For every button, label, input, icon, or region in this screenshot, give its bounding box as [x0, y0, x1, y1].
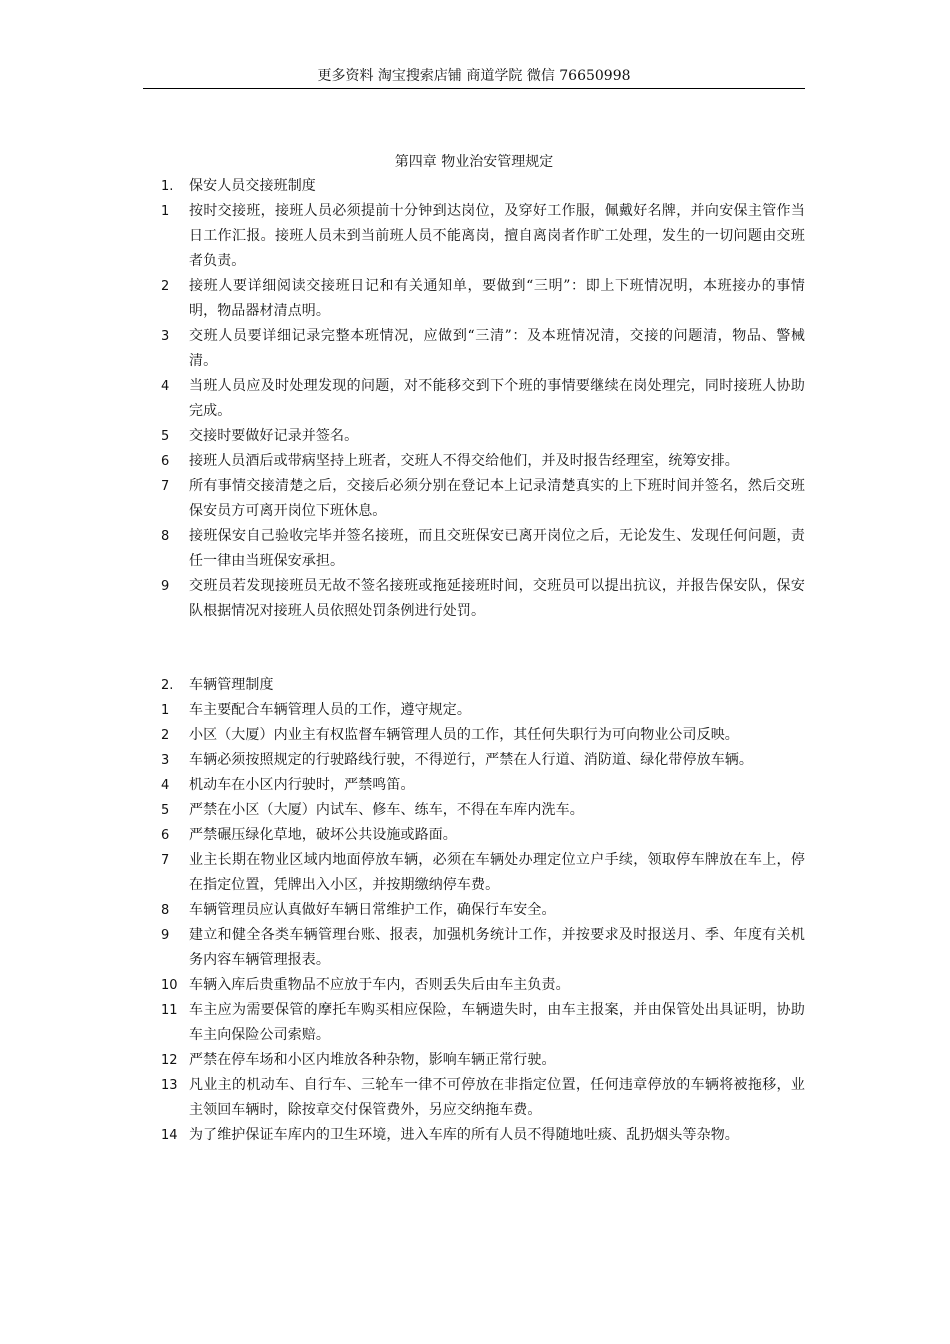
list-item — [143, 449, 805, 474]
list-item — [143, 823, 805, 848]
item-text: 接班保安自己验收完毕并签名接班，而且交班保安已离开岗位之后，无论发生、发现任何问题，责任一律由当班保安承担。 — [189, 528, 805, 569]
item-text: 交班人员要详细记录完整本班情况，应做到“三清”：及本班情况清，交接的问题清，物品、警械清。 — [189, 328, 805, 369]
list-item — [143, 424, 805, 449]
section-shift-handover — [143, 174, 805, 624]
list-item — [143, 324, 805, 374]
item-number: 9 — [161, 928, 170, 943]
list-item — [143, 274, 805, 324]
item-text: 所有事情交接清楚之后，交接后必须分别在登记本上记录清楚真实的上下班时间并签名，然后交班保安员方可离开岗位下班休息。 — [189, 478, 805, 519]
list-item — [143, 698, 805, 723]
list-item — [143, 723, 805, 748]
item-text: 小区（大厦）内业主有权监督车辆管理人员的工作，其任何失职行为可向物业公司反映。 — [189, 727, 739, 743]
item-number: 8 — [161, 903, 170, 918]
item-text: 机动车在小区内行驶时，严禁鸣笛。 — [189, 777, 415, 793]
item-number: 3 — [161, 329, 170, 344]
list-item — [143, 748, 805, 773]
item-number: 8 — [161, 529, 170, 544]
section-heading — [143, 673, 805, 698]
item-number: 1 — [161, 204, 170, 219]
item-number: 3 — [161, 753, 170, 768]
item-text: 车辆入库后贵重物品不应放于车内，否则丢失后由车主负责。 — [189, 977, 570, 993]
item-number: 9 — [161, 579, 170, 594]
list-item — [143, 798, 805, 823]
section-heading-text: 车辆管理制度 — [189, 677, 274, 693]
item-text: 为了维护保证车库内的卫生环境，进入车库的所有人员不得随地吐痰、乱扔烟头等杂物。 — [189, 1127, 739, 1143]
item-text: 业主长期在物业区域内地面停放车辆，必须在车辆处办理定位立户手续，领取停车牌放在车上，停在指定位置，凭牌出入小区，并按期缴纳停车费。 — [189, 852, 805, 893]
page-header: 更多资料 淘宝搜索店铺 商道学院 微信 76650998 — [317, 68, 631, 84]
item-text: 车辆必须按照规定的行驶路线行驶，不得逆行，严禁在人行道、消防道、绿化带停放车辆。 — [189, 752, 753, 768]
section-vehicle-management — [143, 673, 805, 1148]
list-item — [143, 1073, 805, 1123]
item-number: 12 — [161, 1053, 178, 1068]
item-number: 4 — [161, 379, 170, 394]
list-item — [143, 923, 805, 973]
item-text: 严禁碾压绿化草地，破坏公共设施或路面。 — [189, 827, 457, 843]
section-heading — [143, 174, 805, 199]
item-number: 10 — [161, 978, 178, 993]
item-text: 接班人员酒后或带病坚持上班者，交班人不得交给他们，并及时报告经理室，统筹安排。 — [189, 453, 739, 469]
list-item — [143, 524, 805, 574]
section-heading-text: 保安人员交接班制度 — [189, 178, 316, 194]
item-number: 1 — [161, 703, 170, 718]
list-item — [143, 973, 805, 998]
item-number: 5 — [161, 803, 170, 818]
item-text: 交班员若发现接班员无故不签名接班或拖延接班时间，交班员可以提出抗议，并报告保安队，保安队根据情况对接班人员依照处罚条例进行处罚。 — [189, 578, 805, 619]
item-number: 11 — [161, 1003, 178, 1018]
item-text: 当班人员应及时处理发现的问题，对不能移交到下个班的事情要继续在岗处理完，同时接班人协助完成。 — [189, 378, 805, 419]
item-text: 建立和健全各类车辆管理台账、报表，加强机务统计工作，并按要求及时报送月、季、年度有关机务内容车辆管理报表。 — [189, 927, 805, 968]
item-number: 13 — [161, 1078, 178, 1093]
list-item — [143, 898, 805, 923]
list-item — [143, 998, 805, 1048]
item-text: 严禁在停车场和小区内堆放各种杂物，影响车辆正常行驶。 — [189, 1052, 556, 1068]
item-number: 4 — [161, 778, 170, 793]
item-number: 2 — [161, 728, 170, 743]
item-text: 车辆管理员应认真做好车辆日常维护工作，确保行车安全。 — [189, 902, 556, 918]
header-rule — [143, 88, 805, 89]
item-text: 车主应为需要保管的摩托车购买相应保险，车辆遗失时，由车主报案，并由保管处出具证明，协助车主向保险公司索赔。 — [189, 1002, 805, 1043]
item-number: 7 — [161, 853, 170, 868]
item-number: 2 — [161, 279, 170, 294]
list-item — [143, 1048, 805, 1073]
item-number: 7 — [161, 479, 170, 494]
list-item — [143, 574, 805, 624]
list-item — [143, 773, 805, 798]
item-text: 接班人要详细阅读交接班日记和有关通知单，要做到“三明”：即上下班情况明，本班接办的事情明，物品器材清点明。 — [189, 278, 805, 319]
list-item — [143, 374, 805, 424]
item-number: 6 — [161, 454, 170, 469]
item-text: 凡业主的机动车、自行车、三轮车一律不可停放在非指定位置，任何违章停放的车辆将被拖移，业主领回车辆时，除按章交付保管费外，另应交纳拖车费。 — [189, 1077, 805, 1118]
item-number: 5 — [161, 429, 170, 444]
list-item — [143, 848, 805, 898]
list-item — [143, 199, 805, 274]
item-text: 严禁在小区（大厦）内试车、修车、练车，不得在车库内洗车。 — [189, 802, 584, 818]
section-number: 2. — [161, 678, 174, 693]
item-text: 车主要配合车辆管理人员的工作，遵守规定。 — [189, 702, 471, 718]
section-number: 1. — [161, 179, 174, 194]
item-number: 14 — [161, 1128, 178, 1143]
chapter-title: 第四章 物业治安管理规定 — [394, 154, 554, 170]
item-text: 按时交接班，接班人员必须提前十分钟到达岗位，及穿好工作服，佩戴好名牌，并向安保主管作当日工作汇报。接班人员未到当前班人员不能离岗，擅自离岗者作旷工处理，发生的一切问题由交班者负责。 — [189, 203, 805, 269]
item-text: 交接时要做好记录并签名。 — [189, 428, 359, 444]
list-item — [143, 1123, 805, 1148]
list-item — [143, 474, 805, 524]
item-number: 6 — [161, 828, 170, 843]
